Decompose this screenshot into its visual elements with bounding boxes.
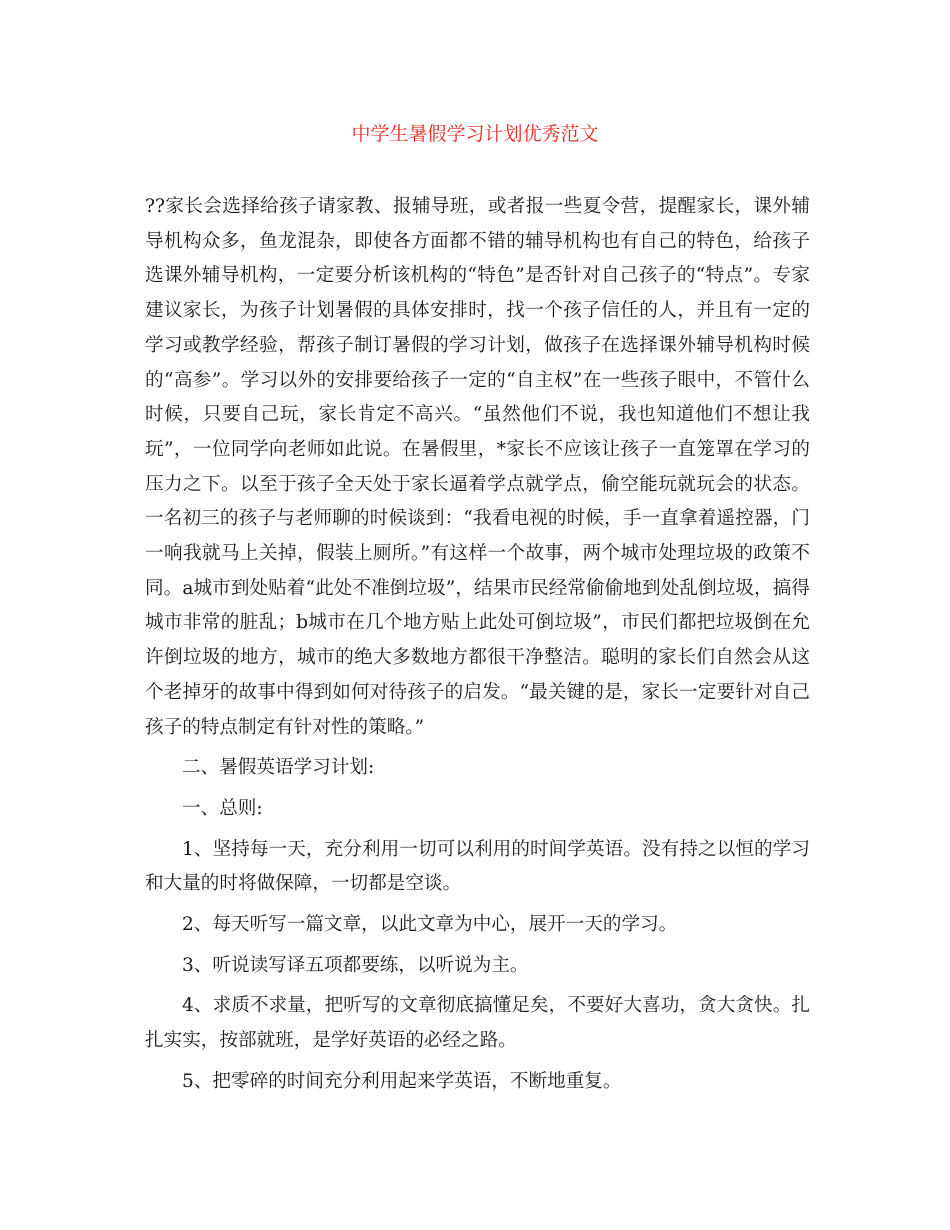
section-heading: 二、暑假英语学习计划: xyxy=(182,757,375,779)
subsection-heading: 一、总则: xyxy=(182,797,263,819)
document-title: 中学生暑假学习计划优秀范文 xyxy=(351,123,599,145)
list-item: 1、坚持每一天，充分利用一切可以利用的时间学英语。没有持之以恒的学习和大量的时将做保障，一切都是空谈。 xyxy=(145,838,810,895)
list-item: 3、听说读写译五项都要练，以听说为主。 xyxy=(182,954,529,976)
list-item: 2、每天听写一篇文章，以此文章为中心，展开一天的学习。 xyxy=(182,914,678,936)
list-item: 4、求质不求量，把听写的文章彻底搞懂足矣，不要好大喜功，贪大贪快。扎扎实实，按部就班，是学好英语的必经之路。 xyxy=(145,995,810,1052)
intro-paragraph: ??家长会选择给孩子请家教、报辅导班，或者报一些夏令营，提醒家长，课外辅导机构众多，鱼龙混杂，即使各方面都不错的辅导机构也有自己的特色，给孩子选课外辅导机构，一定要分析该机构的“特色”是否针对自己孩子的“特点”。专家建议家长，为孩子计划暑假的具体安排时，找一个孩子信任的人，并且有一定的学习或教学经验，帮孩子制订暑假的学习计划，做孩子在选择课外辅导机构时候的“高参”。学习以外的安排要给孩子一定的“自主权”在一些孩子眼中，不管什么时候，只要自己玩，家长肯定不高兴。“虽然他们不说，我也知道他们不想让我玩”，一位同学向老师如此说。在暑假里，*家长不应该让孩子一直笼罩在学习的压力之下。以至于孩子全天处于家长逼着学点就学点，偷空能玩就玩会的状态。一名初三的孩子与老师聊的时候谈到：“我看电视的时候，手一直拿着遥控器，门一响我就马上关掉，假装上厕所。”有这样一个故事，两个城市处理垃圾的政策不同。a城市到处贴着“此处不准倒垃圾”，结果市民经常偷偷地到处乱倒垃圾，搞得城市非常的脏乱；b城市在几个地方贴上此处可倒垃圾”，市民们都把垃圾倒在允许倒垃圾的地方，城市的绝大多数地方都很干净整洁。聪明的家长们自然会从这个老掉牙的故事中得到如何对待孩子的启发。“最关键的是，家长一定要针对自己孩子的特点制定有针对性的策略。” xyxy=(145,196,810,738)
document-body xyxy=(145,190,810,1100)
list-item: 5、把零碎的时间充分利用起来学英语，不断地重复。 xyxy=(182,1070,622,1092)
